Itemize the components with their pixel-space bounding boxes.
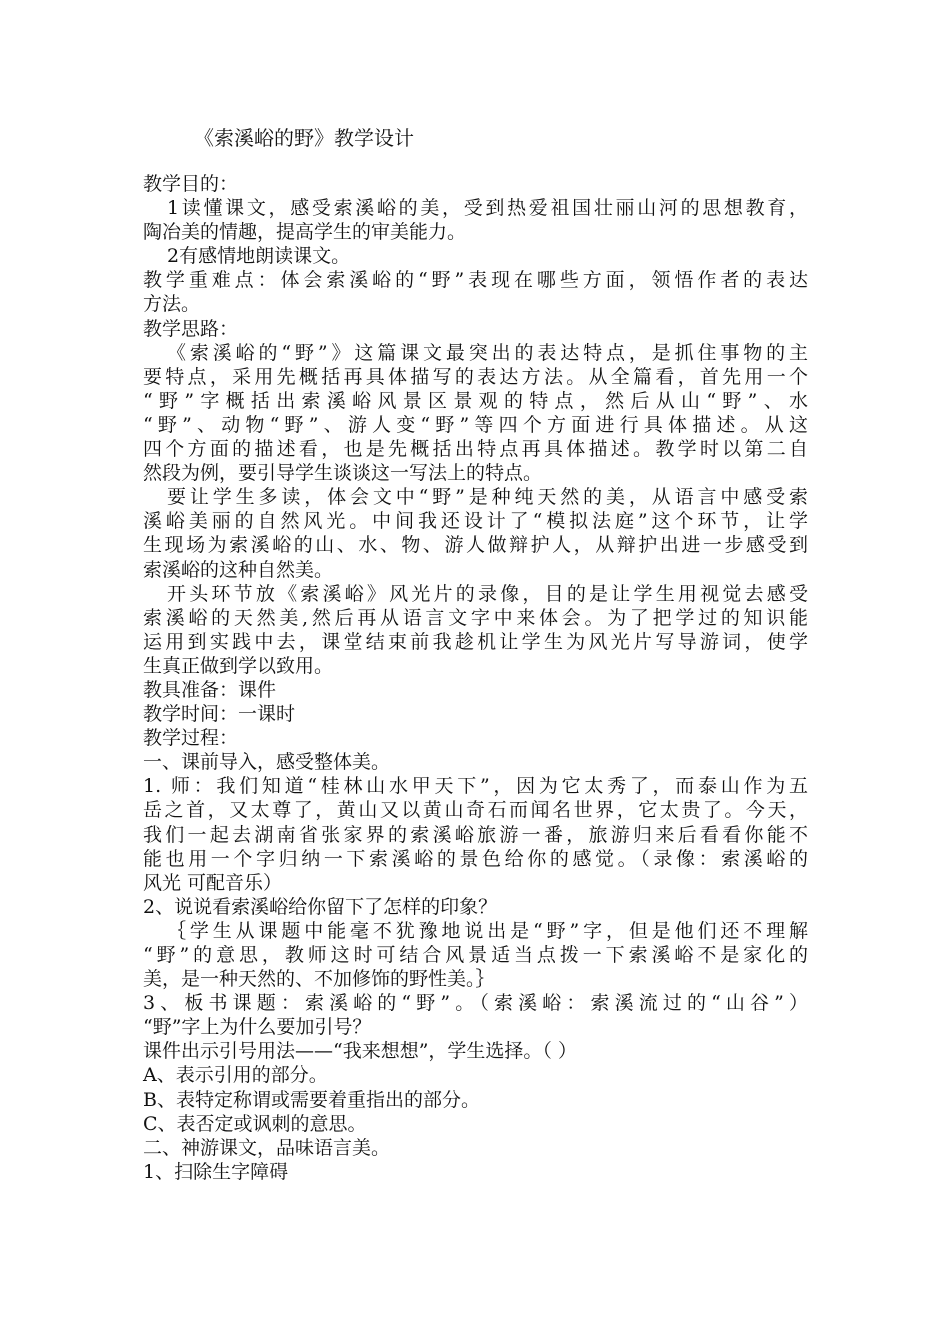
text-line: 教学思路： (143, 317, 239, 340)
text-line: 教学过程： (143, 727, 239, 750)
text-line: 要特点，采用先概括再具体描写的表达方法。从全篇看，首先用一个 (143, 365, 808, 388)
text-line: 《索溪峪的“野”》这篇课文最突出的表达特点，是抓住事物的主 (167, 341, 808, 364)
text-line: 能也用一个字归纳一下索溪峪的景色给你的感觉。（录像：索溪峪的 (143, 847, 808, 870)
text-line: 溪峪美丽的自然风光。中间我还设计了“模拟法庭”这个环节，让学 (143, 510, 808, 533)
text-line: 我们一起去湖南省张家界的索溪峪旅游一番，旅游归来后看看你能不 (143, 823, 808, 846)
text-line: 方法。 (143, 293, 201, 316)
text-line: 教学重难点：体会索溪峪的“野”表现在哪些方面，领悟作者的表达 (143, 269, 808, 292)
text-line: 生真正做到学以致用。 (143, 654, 334, 677)
text-line: 一、课前导入，感受整体美。 (143, 751, 391, 774)
text-line: 生现场为索溪峪的山、水、物、游人做辩护人，从辩护出进一步感受到 (143, 534, 808, 557)
text-line: “野”字上为什么要加引号？ (143, 1016, 372, 1039)
text-line: 运用到实践中去，课堂结束前我趁机让学生为风光片写导游词，使学 (143, 630, 808, 653)
document-title: 《索溪峪的野》教学设计 (194, 126, 414, 150)
text-line: 陶冶美的情趣，提高学生的审美能力。 (143, 221, 467, 244)
text-line: 四个方面的描述看，也是先概括出特点再具体描述。教学时以第二自 (143, 438, 808, 461)
text-line: 二、神游课文，品味语言美。 (143, 1136, 391, 1159)
text-line: 索溪峪的天然美,然后再从语言文字中来体会。为了把学过的知识能 (143, 606, 808, 629)
text-line: 1. 师：我们知道“桂林山水甲天下”，因为它太秀了，而泰山作为五 (143, 775, 808, 798)
text-line: 美，是一种天然的、不加修饰的野性美。｝ (143, 968, 495, 991)
text-line: “野”、动物“野”、游人变“野”等四个方面进行具体描述。从这 (143, 413, 808, 436)
text-line: “野”字概括出索溪峪风景区景观的特点，然后从山“野”、水 (143, 389, 808, 412)
text-line: 1读懂课文，感受索溪峪的美，受到热爱祖国壮丽山河的思想教育， (167, 197, 808, 220)
text-line: 2有感情地朗读课文。 (167, 245, 351, 268)
text-line: 然段为例，要引导学生谈谈这一写法上的特点。 (143, 462, 543, 485)
text-line: 岳之首，又太尊了，黄山又以黄山奇石而闻名世界，它太贵了。今天， (143, 799, 808, 822)
text-line: B、表特定称谓或需要着重指出的部分。 (143, 1088, 480, 1111)
text-line: “野”的意思，教师这时可结合风景适当点拨一下索溪峪不是家化的 (143, 944, 808, 966)
text-line: A、表示引用的部分。 (143, 1064, 328, 1087)
text-line: C、表否定或讽刺的意思。 (143, 1112, 367, 1135)
document-body (143, 172, 808, 1184)
text-line: 3、板书课题：索溪峪的“野”。（索溪峪：索溪流过的“山谷”） (143, 992, 808, 1015)
text-line: ｛学生从课题中能毫不犹豫地说出是“野”字，但是他们还不理解 (167, 919, 808, 942)
text-line: 教学时间：一课时 (143, 703, 296, 726)
text-line: 索溪峪的这种自然美。 (143, 558, 334, 581)
text-line: 开头环节放《索溪峪》风光片的录像，目的是让学生用视觉去感受 (167, 582, 808, 605)
text-line: 要让学生多读，体会文中“野”是种纯天然的美，从语言中感受索 (167, 486, 808, 509)
text-line: 课件出示引号用法——“我来想想”，学生选择。（ ） (143, 1040, 577, 1063)
text-line: 教学目的： (143, 173, 239, 195)
text-line: 2、说说看索溪峪给你留下了怎样的印象？ (143, 895, 498, 918)
text-line: 1、扫除生字障碍 (143, 1160, 289, 1183)
text-line: 风光 可配音乐） (143, 871, 283, 894)
text-line: 教具准备：课件 (143, 678, 277, 701)
